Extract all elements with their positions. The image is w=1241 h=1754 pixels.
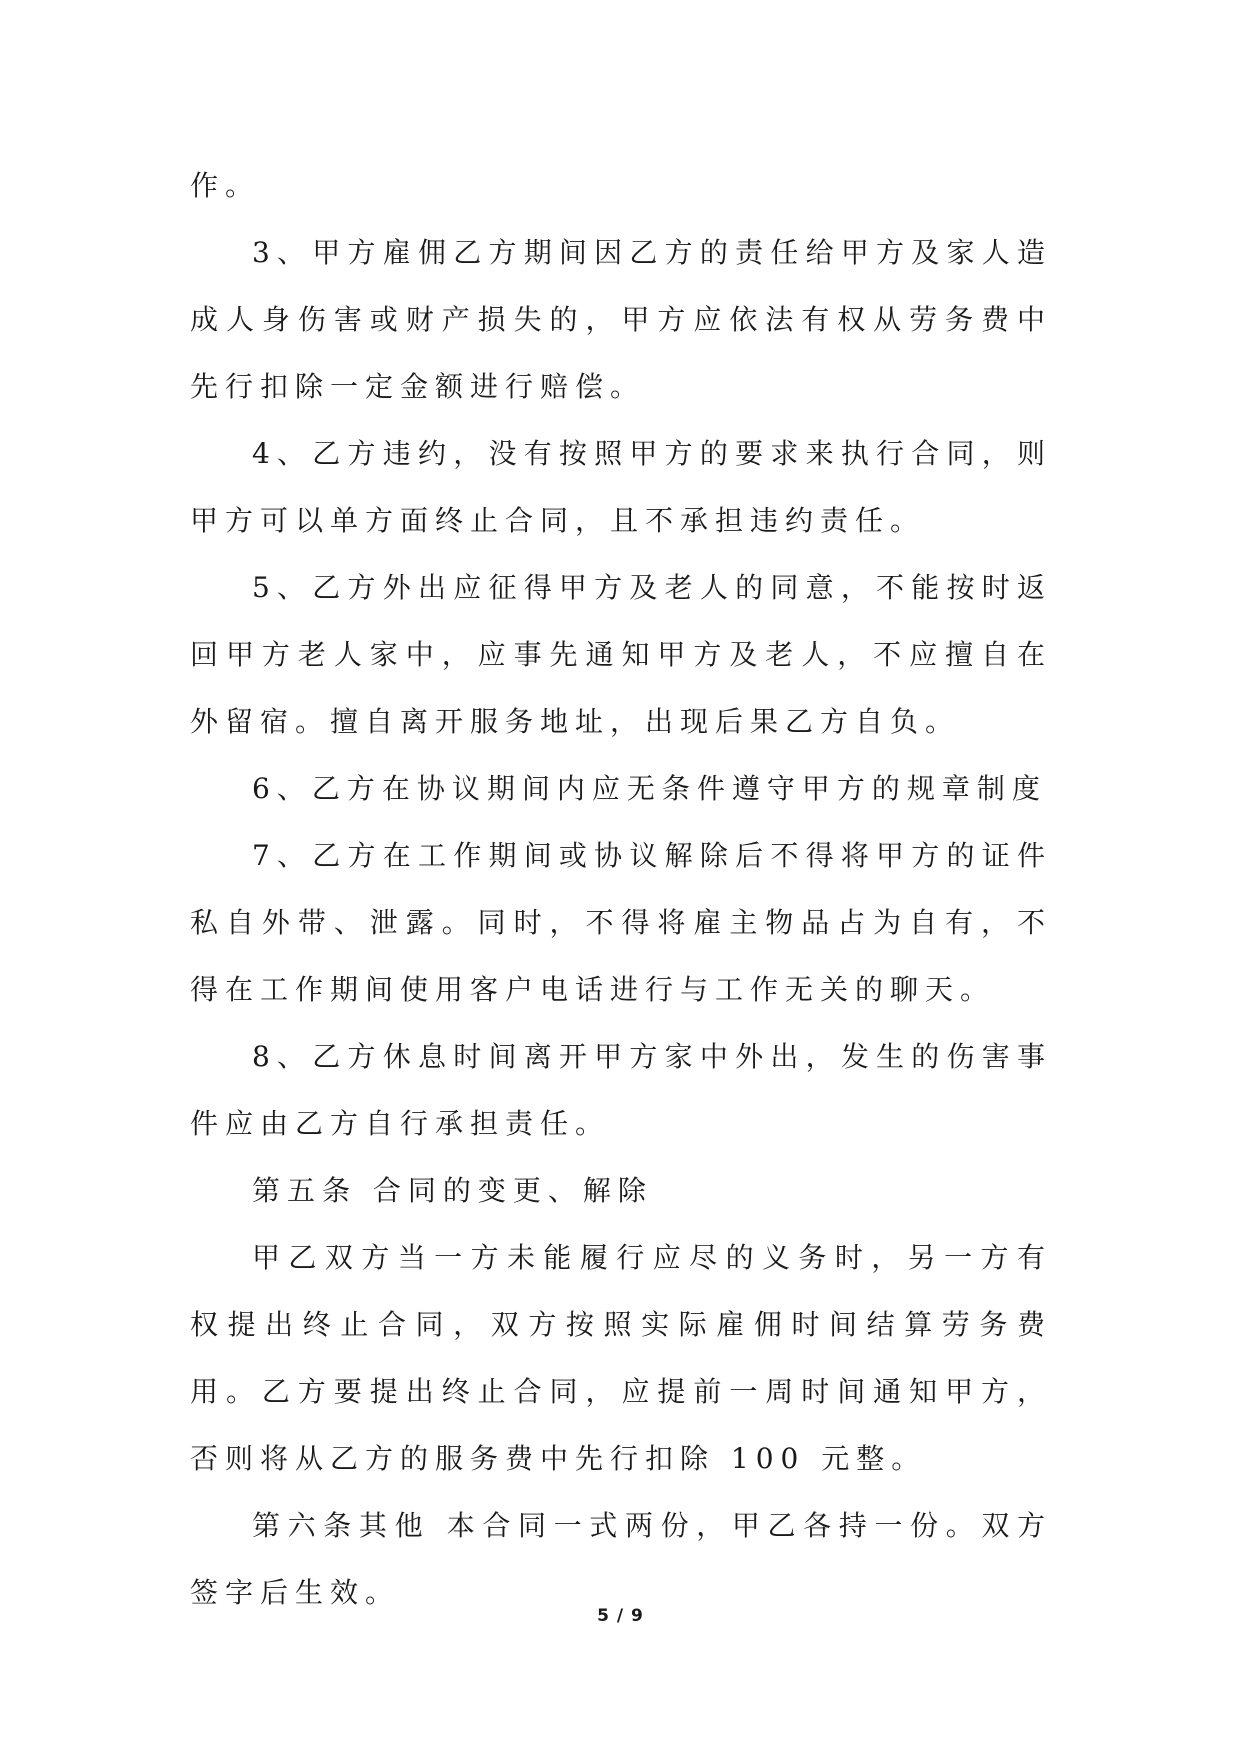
page-number: 5 / 9 — [597, 1606, 644, 1626]
paragraph-clause-5: 5、乙方外出应征得甲方及老人的同意，不能按时返回甲方老人家中，应事先通知甲方及老人，不应擅自在外留宿。擅自离开服务地址，出现后果乙方自负。 — [190, 571, 1052, 738]
paragraph-article-5-body: 甲乙双方当一方未能履行应尽的义务时，另一方有权提出终止合同，双方按照实际雇佣时间结算劳务费用。乙方要提出终止合同，应提前一周时间通知甲方，否则将从乙方的服务费中先行扣除 100 元整。 — [190, 1241, 1052, 1475]
paragraph-article-6: 第六条其他 本合同一式两份，甲乙各持一份。双方签字后生效。 — [190, 1509, 1052, 1609]
paragraph-clause-6: 6、乙方在协议期间内应无条件遵守甲方的规章制度 — [252, 772, 1047, 805]
document-body — [190, 152, 1052, 1626]
section-heading-article-5: 第五条 合同的变更、解除 — [252, 1174, 653, 1207]
paragraph-clause-4: 4、乙方违约，没有按照甲方的要求来执行合同，则甲方可以单方面终止合同，且不承担违约责任。 — [190, 437, 1052, 537]
paragraph-clause-3: 3、甲方雇佣乙方期间因乙方的责任给甲方及家人造成人身伤害或财产损失的，甲方应依法有权从劳务费中先行扣除一定金额进行赔偿。 — [190, 236, 1052, 403]
paragraph-continuation: 作。 — [190, 169, 261, 202]
paragraph-clause-8: 8、乙方休息时间离开甲方家中外出，发生的伤害事件应由乙方自行承担责任。 — [190, 1040, 1052, 1140]
paragraph-clause-7: 7、乙方在工作期间或协议解除后不得将甲方的证件私自外带、泄露。同时，不得将雇主物品占为自有，不得在工作期间使用客户电话进行与工作无关的聊天。 — [190, 839, 1052, 1006]
